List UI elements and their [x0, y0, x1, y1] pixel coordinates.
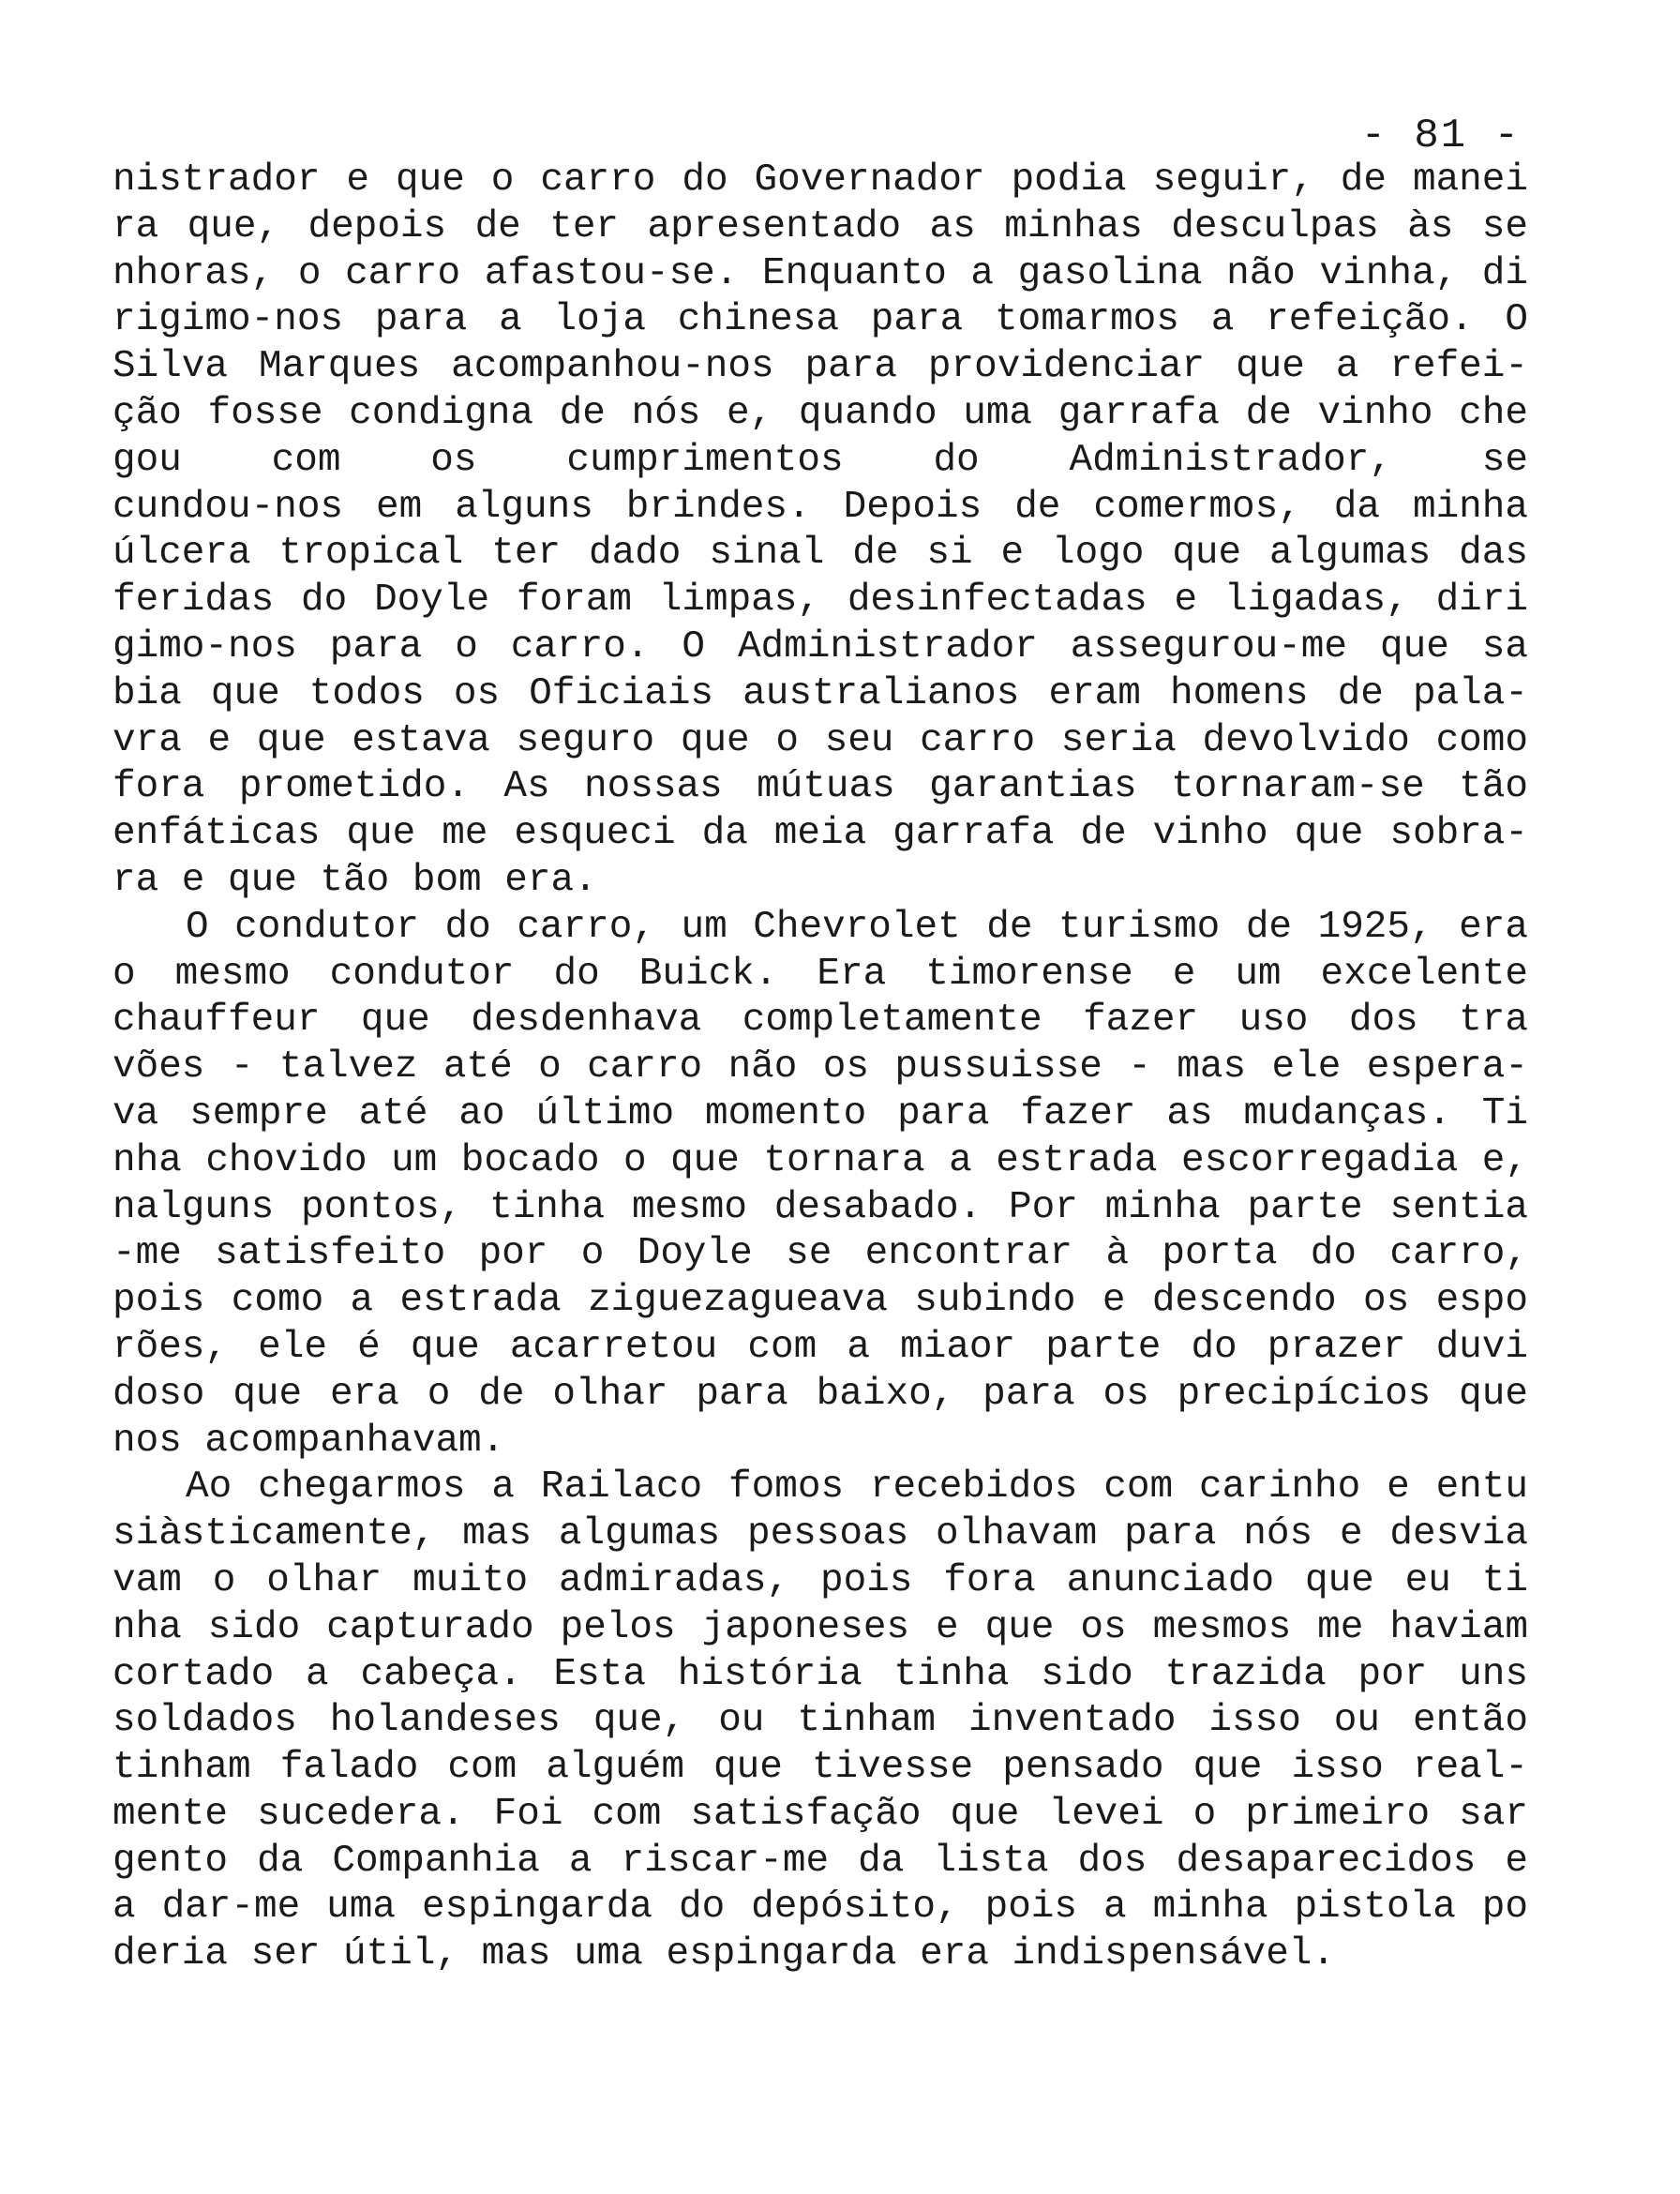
- text-line: bia que todos os Oficiais australianos eram homens de pala-: [112, 671, 1528, 715]
- text-line: deria ser útil, mas uma espingarda era indispensável.: [112, 1932, 1336, 1976]
- text-line: nistrador e que o carro do Governador podia seguir, de manei: [112, 158, 1528, 202]
- text-line: o mesmo condutor do Buick. Era timorense e um excelente: [112, 952, 1528, 996]
- text-line: Silva Marques acompanhou-nos para providenciar que a refei-: [112, 345, 1528, 389]
- paragraph: [112, 905, 1528, 1465]
- text-line: ra e que tão bom era.: [112, 858, 597, 902]
- text-line: nos acompanhavam.: [112, 1419, 505, 1463]
- text-line: úlcera tropical ter dado sinal de si e logo que algumas das: [112, 532, 1528, 576]
- text-line: tinham falado com alguém que tivesse pensado que isso real-: [112, 1746, 1528, 1790]
- text-line: vões - talvez até o carro não os pussuisse - mas ele espera-: [112, 1045, 1528, 1089]
- text-line: rigimo-nos para a loja chinesa para tomarmos a refeição. O: [112, 298, 1528, 342]
- text-line: ção fosse condigna de nós e, quando uma garrafa de vinho che: [112, 391, 1528, 435]
- text-line: pois como a estrada ziguezagueava subindo e descendo os espo: [112, 1279, 1528, 1323]
- text-line: gou com os cumprimentos do Administrador, se: [112, 438, 1528, 482]
- text-line: rões, ele é que acarretou com a miaor parte do prazer duvi: [112, 1325, 1528, 1369]
- text-line: nha chovido um bocado o que tornara a estrada escorregadia e,: [112, 1138, 1528, 1182]
- text-line: nalguns pontos, tinha mesmo desabado. Por minha parte sentia: [112, 1185, 1528, 1229]
- text-line: mente sucedera. Foi com satisfação que levei o primeiro sar: [112, 1792, 1528, 1836]
- text-line: doso que era o de olhar para baixo, para os precipícios que: [112, 1372, 1528, 1416]
- paragraph: [112, 1465, 1528, 1978]
- text-line: cortado a cabeça. Esta história tinha sido trazida por uns: [112, 1652, 1528, 1696]
- text-line: fora prometido. As nossas mútuas garantias tornaram-se tão: [112, 765, 1528, 809]
- text-line: feridas do Doyle foram limpas, desinfectadas e ligadas, diri: [112, 579, 1528, 623]
- text-line: nhoras, o carro afastou-se. Enquanto a gasolina não vinha, di: [112, 251, 1528, 295]
- text-line: nha sido capturado pelos japoneses e que os mesmos me haviam: [112, 1605, 1528, 1649]
- text-line: va sempre até ao último momento para fazer as mudanças. Ti: [112, 1091, 1528, 1135]
- text-line: O condutor do carro, um Chevrolet de turismo de 1925, era: [186, 905, 1528, 949]
- text-line: Ao chegarmos a Railaco fomos recebidos com carinho e entu: [186, 1465, 1528, 1510]
- page-number: - 81 -: [1360, 113, 1521, 159]
- body-text: [112, 158, 1528, 1978]
- text-line: enfáticas que me esqueci da meia garrafa de vinho que sobra-: [112, 812, 1528, 856]
- text-line: -me satisfeito por o Doyle se encontrar à porta do carro,: [112, 1232, 1528, 1276]
- text-line: vra e que estava seguro que o seu carro seria devolvido como: [112, 718, 1528, 762]
- text-line: cundou-nos em alguns brindes. Depois de comermos, da minha: [112, 485, 1528, 529]
- paragraph: [112, 158, 1528, 905]
- text-line: a dar-me uma espingarda do depósito, pois a minha pistola po: [112, 1886, 1528, 1930]
- text-line: chauffeur que desdenhava completamente fazer uso dos tra: [112, 999, 1528, 1043]
- text-line: soldados holandeses que, ou tinham inventado isso ou então: [112, 1699, 1528, 1743]
- text-line: gento da Companhia a riscar-me da lista dos desaparecidos e: [112, 1839, 1528, 1883]
- text-line: ra que, depois de ter apresentado as minhas desculpas às se: [112, 204, 1528, 248]
- text-line: vam o olhar muito admiradas, pois fora anunciado que eu ti: [112, 1558, 1528, 1602]
- text-line: gimo-nos para o carro. O Administrador assegurou-me que sa: [112, 624, 1528, 669]
- text-line: siàsticamente, mas algumas pessoas olhavam para nós e desvia: [112, 1512, 1528, 1556]
